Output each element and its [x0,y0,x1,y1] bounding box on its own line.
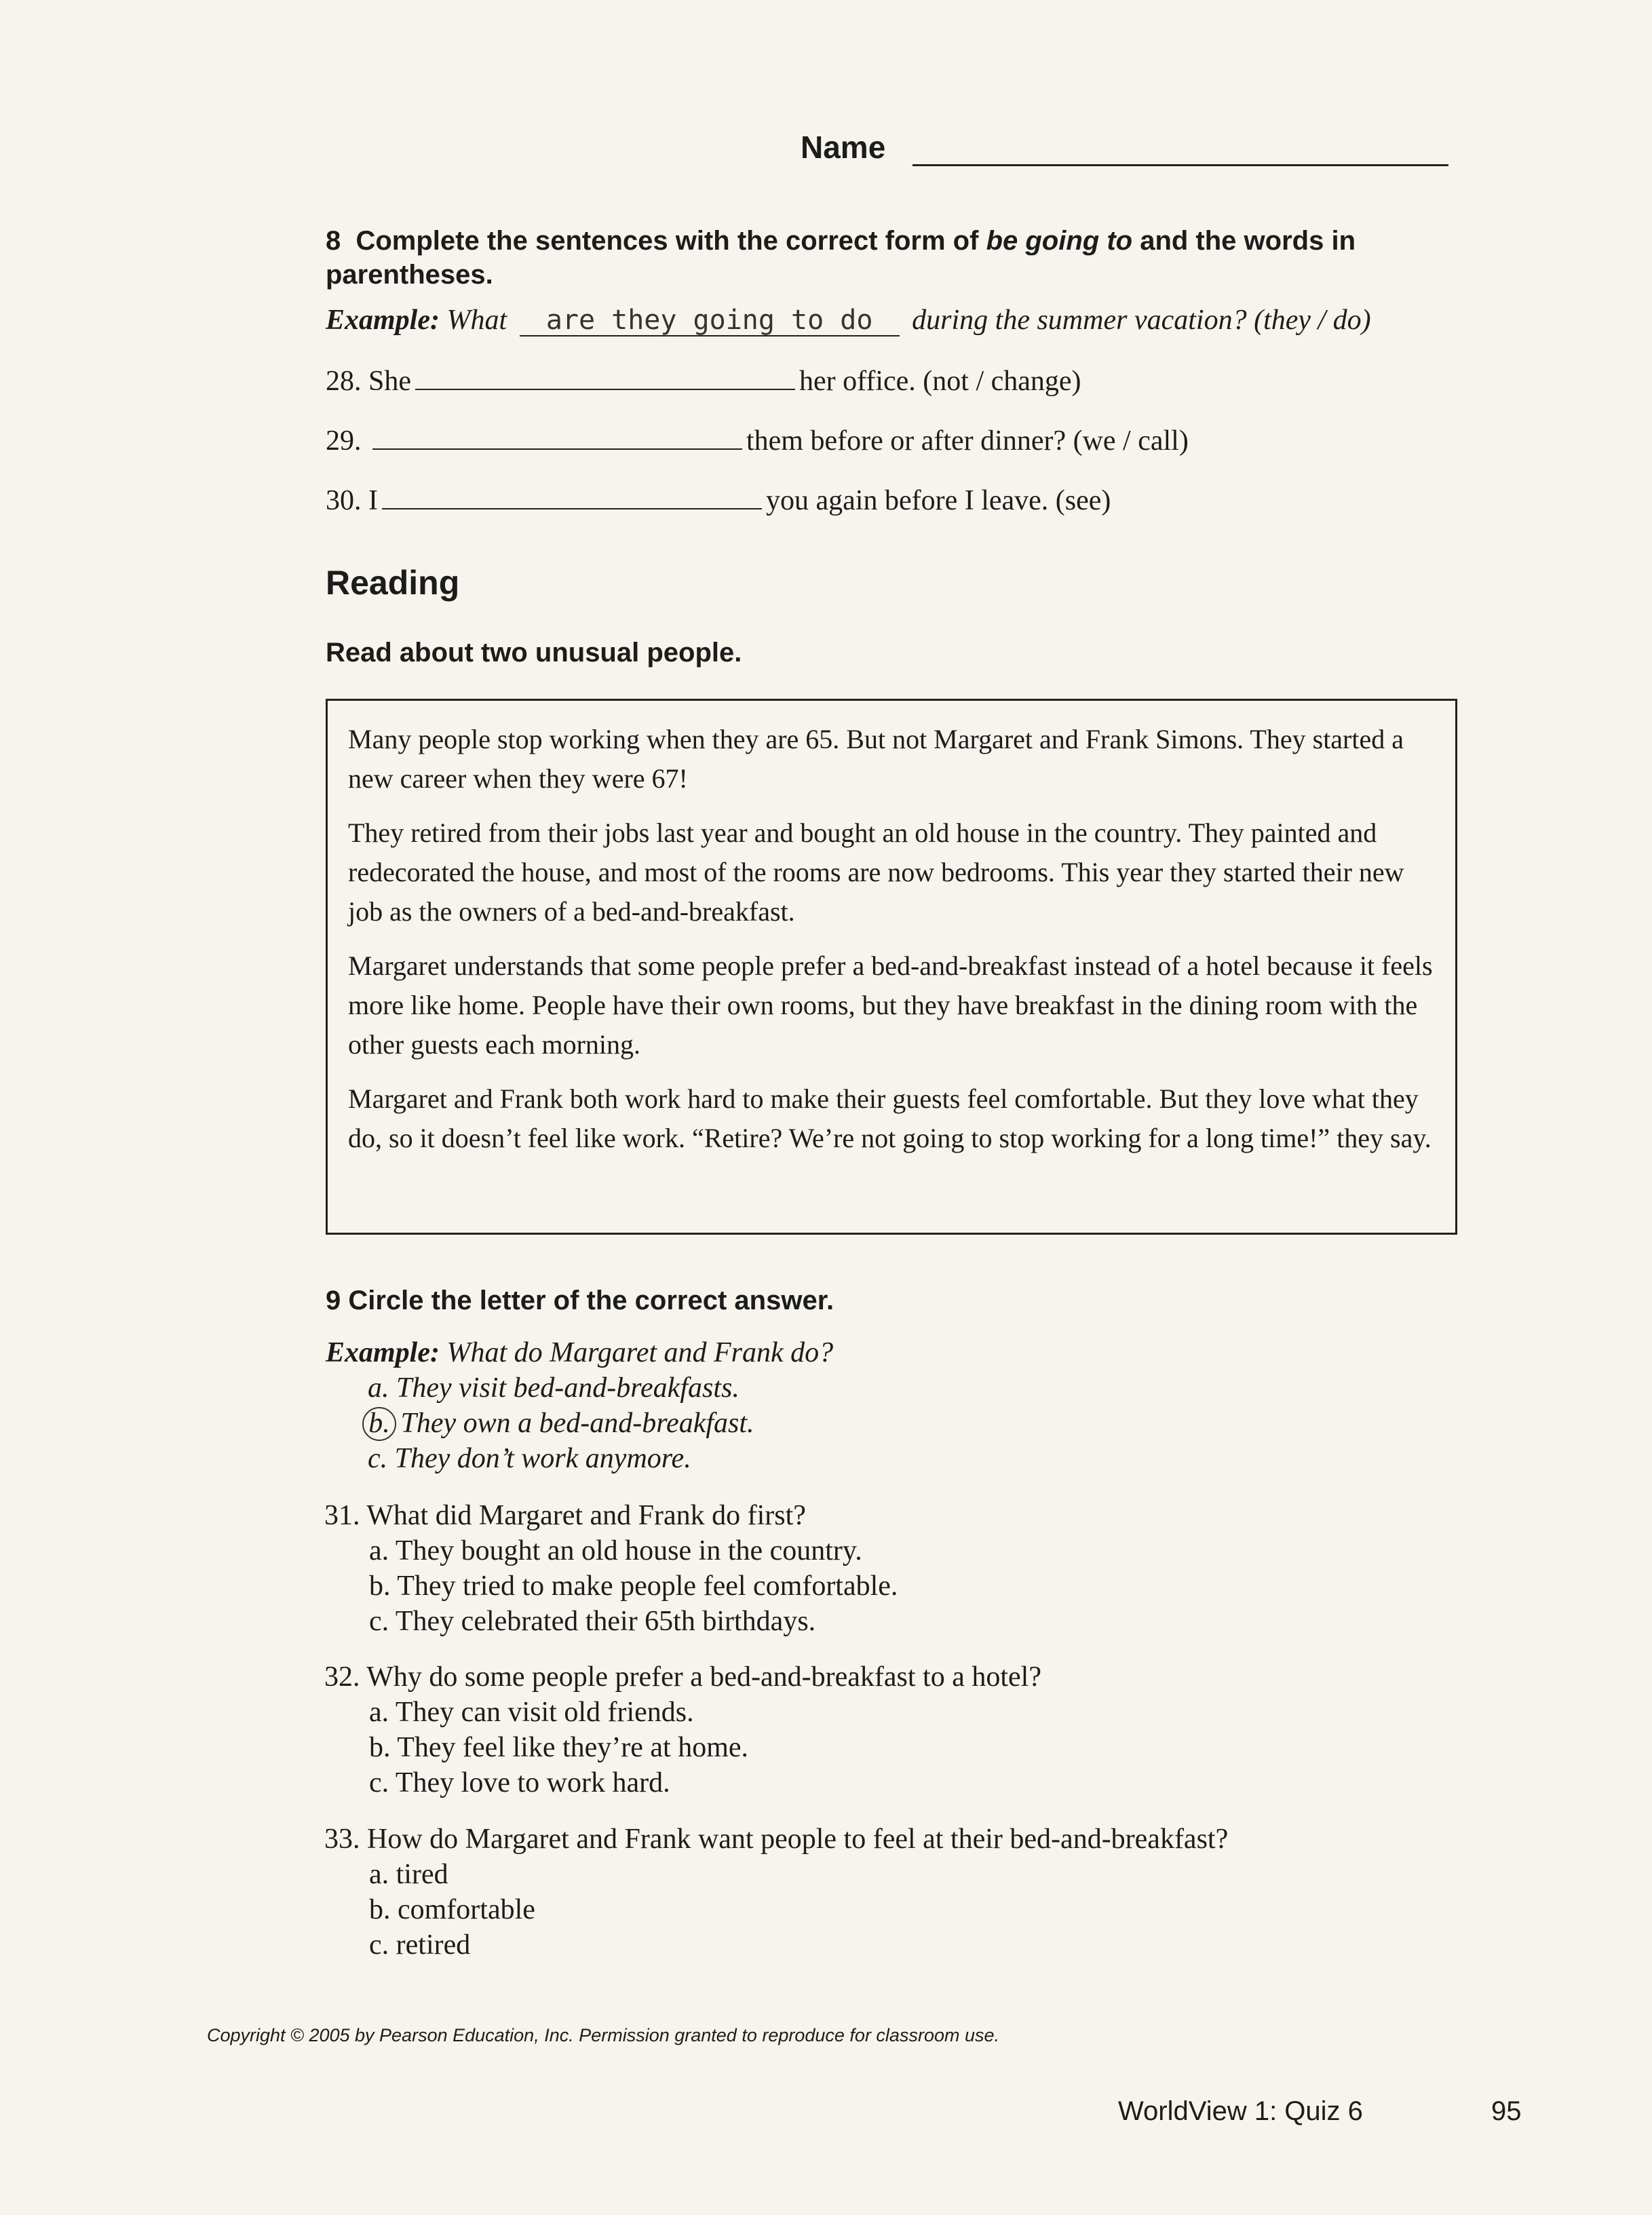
choice-a[interactable]: a. They bought an old house in the country. [369,1535,862,1566]
answer-blank-28[interactable] [415,366,795,390]
choice-a[interactable]: a. They can visit old friends. [369,1697,694,1728]
example-option-b: b. They own a bed-and-breakfast. [326,1406,833,1441]
choice-b[interactable]: b. They feel like they’re at home. [369,1732,749,1763]
section-9-example: Example: What do Margaret and Frank do? a. They visit bed-and-breakfasts. b. They own a bed-and-breakfast. c. They don’t work anymore. [326,1335,833,1476]
name-label: Name [801,130,886,165]
footer-title: WorldView 1: Quiz 6 [1118,2096,1363,2126]
page-number: 95 [1491,2096,1522,2126]
section-8-heading: 8 Complete the sentences with the correct form of be going to and the words in parentheses. [326,226,1356,290]
passage-paragraph: Margaret understands that some people prefer a bed-and-breakfast instead of a hotel because it feels more like home. People have their own rooms, but they have breakfast in the dining room with the other guests each morning. [348,950,1433,1060]
name-field-line[interactable] [913,164,1448,166]
choice-c[interactable]: c. They celebrated their 65th birthdays. [369,1606,816,1637]
passage-paragraph: Many people stop working when they are 65. But not Margaret and Frank Simons. They started a new career when they were 67! [348,724,1404,794]
choice-c[interactable]: c. They love to work hard. [369,1767,670,1798]
copyright-notice: Copyright © 2005 by Pearson Education, Inc. Permission granted to reproduce for classroom use. [207,2025,1000,2045]
choice-c[interactable]: c. retired [369,1929,471,1961]
example-answer: are they going to do [520,305,900,336]
question-31: 31. What did Margaret and Frank do first? a. They bought an old house in the country. b. They tried to make people feel comfortable. c. They celebrated their 65th birthdays. [324,1498,898,1639]
passage-paragraph: Margaret and Frank both work hard to make their guests feel comfortable. But they love what they do, so it doesn’t feel like work. “Retire? We’re not going to stop working for a long time!” they say. [348,1083,1432,1153]
example-option-c: c. They don’t work anymore. [368,1443,691,1474]
circled-answer: b. [362,1407,396,1441]
choice-a[interactable]: a. tired [369,1859,448,1890]
section-9-heading: 9 Circle the letter of the correct answer. [326,1286,834,1315]
reading-subtitle: Read about two unusual people. [326,638,742,668]
choice-b[interactable]: b. They tried to make people feel comfortable. [369,1571,898,1602]
answer-blank-29[interactable] [372,425,742,450]
question-30: 30. I you again before I leave. (see) [326,485,1111,516]
section-8-example: Example: What are they going to do during the summer vacation? (they / do) [326,305,1371,336]
example-option-a: a. They visit bed-and-breakfasts. [368,1372,739,1404]
passage-paragraph: They retired from their jobs last year and bought an old house in the country. They painted and redecorated the house, and most of the rooms are now bedrooms. This year they started their new job as the owners of a bed-and-breakfast. [348,817,1404,927]
answer-blank-30[interactable] [382,485,762,509]
question-29: 29. them before or after dinner? (we / call) [326,425,1189,457]
reading-title: Reading [326,564,460,602]
question-33: 33. How do Margaret and Frank want people to feel at their bed-and-breakfast? a. tired b. comfortable c. retired [324,1822,1228,1963]
question-32: 32. Why do some people prefer a bed-and-breakfast to a hotel? a. They can visit old friends. b. They feel like they’re at home. c. They love to work hard. [324,1659,1041,1800]
choice-b[interactable]: b. comfortable [369,1894,535,1925]
question-28: 28. She her office. (not / change) [326,366,1081,397]
reading-passage [326,699,1457,1235]
